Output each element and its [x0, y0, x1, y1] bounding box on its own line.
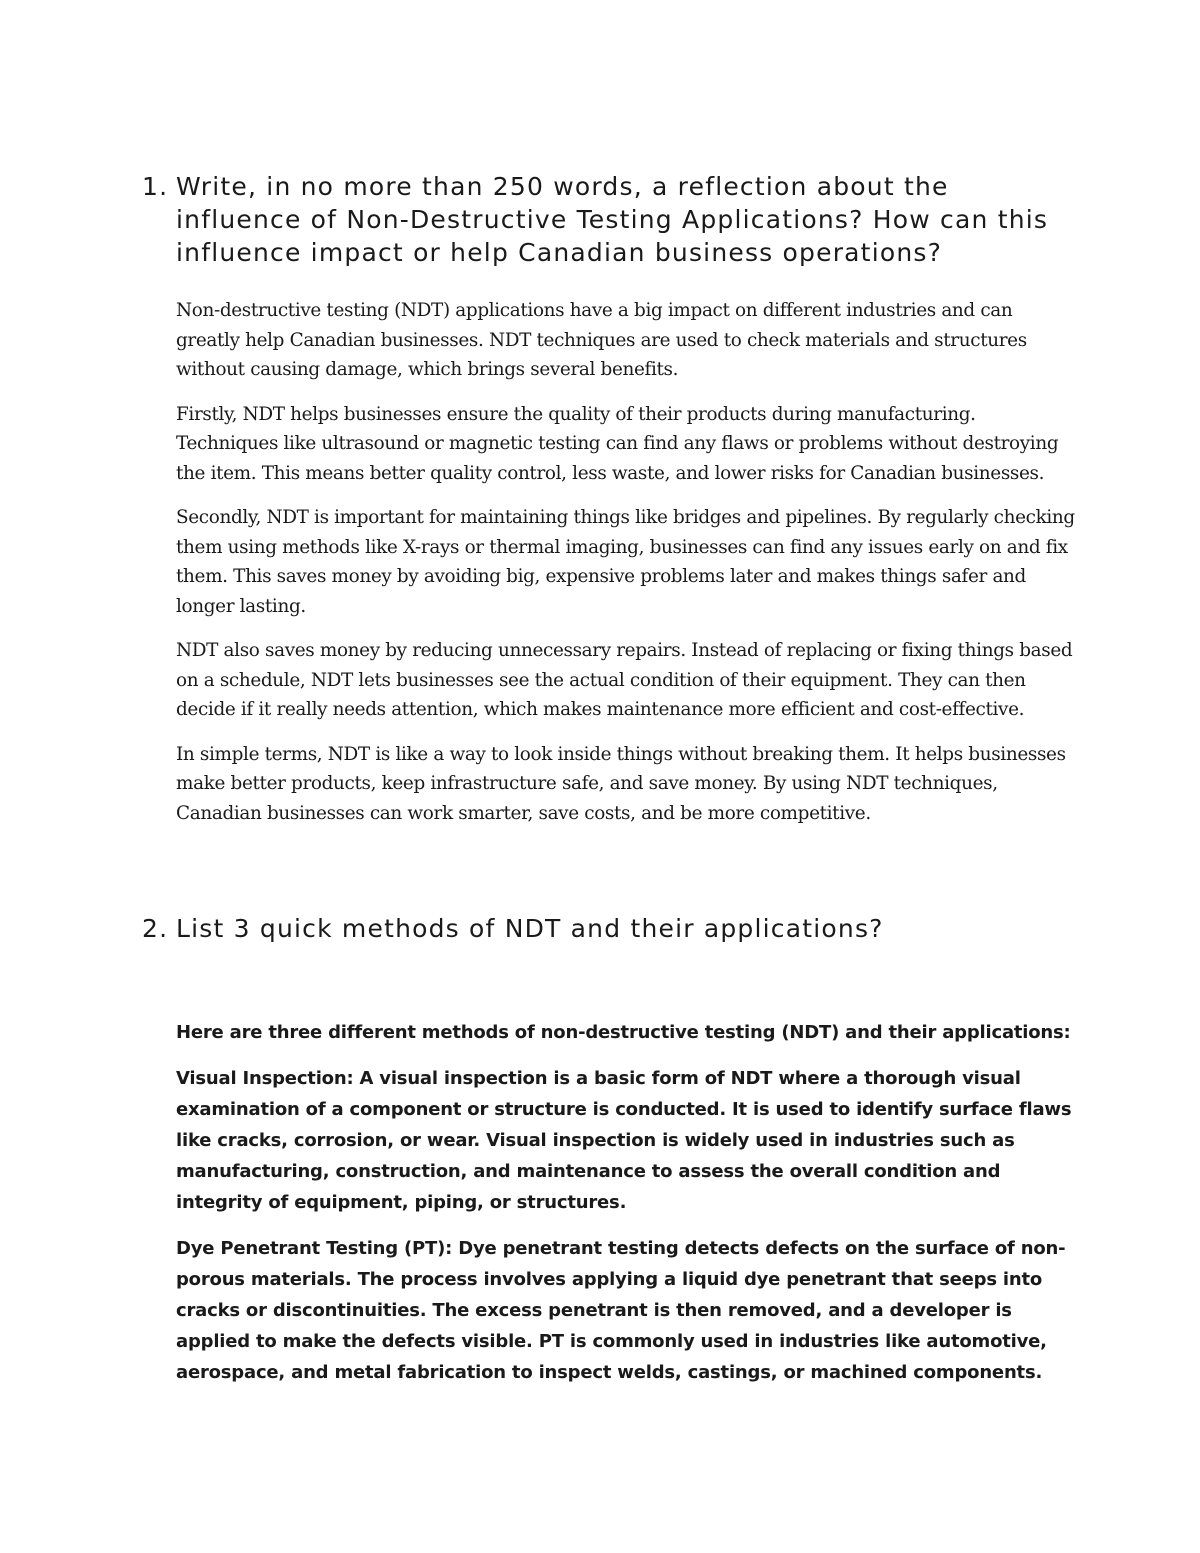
answer-2-method-dye-penetrant: Dye Penetrant Testing (PT): Dye penetrant testing detects defects on the surface of non-porous materials. The process involves applying a liquid dye penetrant that seeps into cracks or discontinuities. The excess penetrant is then removed, and a developer is applied to make the defects visible. PT is commonly used in industries like automotive, aerospace, and metal fabrication to inspect welds, castings, or machined components. [176, 1238, 1066, 1383]
question-2 [142, 912, 1072, 945]
question-1-text: Write, in no more than 250 words, a reflection about the influence of Non-Destructive Testing Applications? How can this influence impact or help Canadian business operations? [176, 172, 1049, 267]
question-1-number: 1. [142, 172, 169, 201]
question-2-number: 2. [142, 914, 169, 943]
answer-2 [176, 1017, 1076, 1403]
answer-1-paragraph: Non-destructive testing (NDT) applications have a big impact on different industries and can greatly help Canadian businesses. NDT techniques are used to check materials and structures without causing damage, which brings several benefits. [176, 300, 1027, 380]
question-2-text: List 3 quick methods of NDT and their applications? [176, 914, 884, 943]
answer-2-intro: Here are three different methods of non-destructive testing (NDT) and their applications: [176, 1022, 1071, 1043]
answer-1-paragraph: NDT also saves money by reducing unnecessary repairs. Instead of replacing or fixing things based on a schedule, NDT lets businesses see the actual condition of their equipment. They can then decide if it really needs attention, which makes maintenance more efficient and cost-effective. [176, 640, 1073, 720]
answer-1-paragraph: Secondly, NDT is important for maintaining things like bridges and pipelines. By regularly checking them using methods like X-rays or thermal imaging, businesses can find any issues early on and fix them. This saves money by avoiding big, expensive problems later and makes things safer and longer lasting. [176, 507, 1075, 617]
answer-1-paragraph: In simple terms, NDT is like a way to look inside things without breaking them. It helps businesses make better products, keep infrastructure safe, and save money. By using NDT techniques, Canadian businesses can work smarter, save costs, and be more competitive. [176, 743, 1066, 824]
question-1 [142, 170, 1072, 269]
answer-2-method-visual-inspection: Visual Inspection: A visual inspection is a basic form of NDT where a thorough visual examination of a component or structure is conducted. It is used to identify surface flaws like cracks, corrosion, or wear. Visual inspection is widely used in industries such as manufacturing, construction, and maintenance to assess the overall condition and integrity of equipment, piping, or structures. [176, 1068, 1072, 1213]
answer-1-paragraph: Firstly, NDT helps businesses ensure the quality of their products during manufacturing. Techniques like ultrasound or magnetic testing can find any flaws or problems without destroying the item. This means better quality control, less waste, and lower risks for Canadian businesses. [176, 403, 1059, 484]
answer-1 [176, 296, 1076, 843]
